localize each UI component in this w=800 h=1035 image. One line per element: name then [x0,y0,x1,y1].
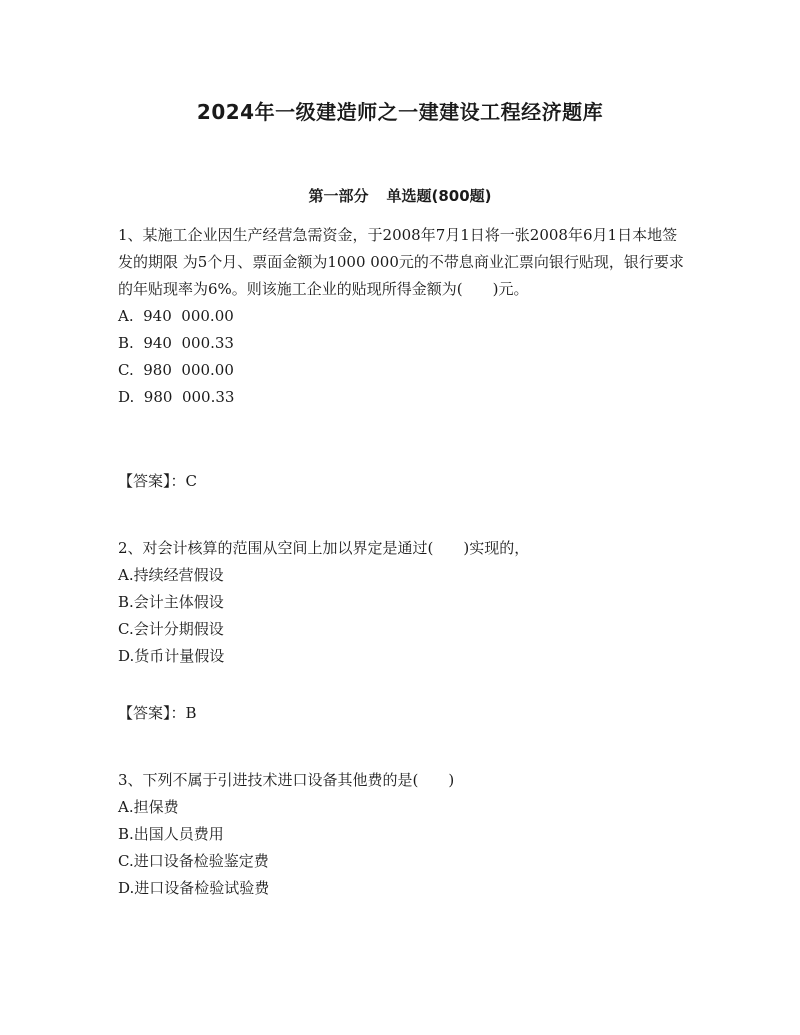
section-name: 单选题(800题) [386,187,492,205]
option-a: A. 940 000.00 [118,307,234,325]
answer-value: C [185,472,197,490]
option-a: A.担保费 [118,798,179,816]
answer-label: 【答案】： [118,704,186,722]
option-c: C. 980 000.00 [118,361,234,379]
answer-2 [118,700,684,727]
question-stem: 1、某施工企业因生产经营急需资金，于2008年7月1日将一张2008年6月1日本地签发的期限 为5个月、票面金额为1000 000元的不带息商业汇票向银行贴现，银行要求的年贴现率为6%。则该施工企业的贴现所得金额为( )元。 [118,226,684,298]
question-3 [118,767,684,902]
option-d: D.进口设备检验试验费 [118,879,270,897]
option-d: D.货币计量假设 [118,647,225,665]
option-b: B. 940 000.33 [118,334,234,352]
question-2 [118,535,684,670]
question-stem: 2、对会计核算的范围从空间上加以界定是通过( )实现的， [118,539,530,557]
section-heading [0,185,800,206]
option-b: B.会计主体假设 [118,593,224,611]
option-b: B.出国人员费用 [118,825,224,843]
option-a: A.持续经营假设 [118,566,224,584]
document-title: 2024年一级建造师之一建建设工程经济题库 [196,100,604,124]
answer-1 [118,468,684,495]
option-c: C.进口设备检验鉴定费 [118,852,269,870]
answer-label: 【答案】： [118,472,186,490]
question-1 [118,222,684,411]
section-part: 第一部分 [308,187,369,205]
answer-value: B [185,704,197,722]
option-c: C.会计分期假设 [118,620,224,638]
option-d: D. 980 000.33 [118,388,235,406]
question-stem: 3、下列不属于引进技术进口设备其他费的是( ) [118,771,455,789]
